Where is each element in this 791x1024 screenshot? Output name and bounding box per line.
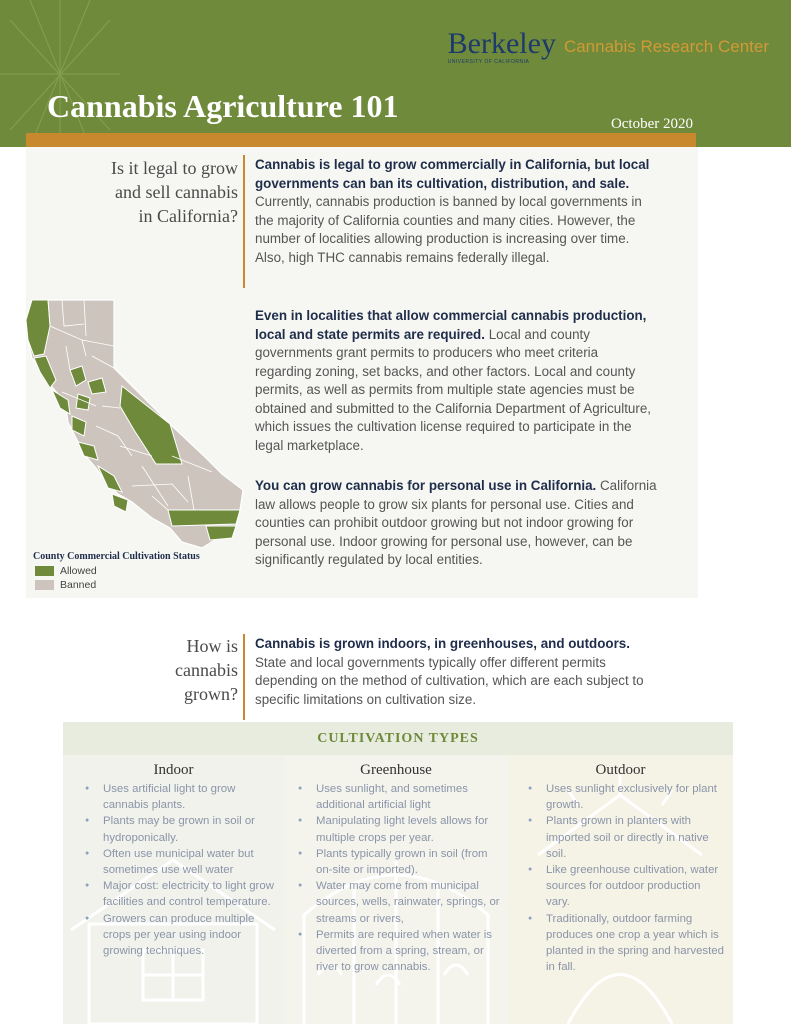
paragraph-grow-methods [255,635,660,709]
list-item: ● Major cost: electricity to light grow facilities and control temperature. [83,878,279,910]
column-indoor [63,755,284,1024]
california-county-map [22,296,244,552]
column-outdoor [508,755,733,1024]
center-name: Cannabis Research Center [563,37,769,56]
indoor-bullet-list [83,781,279,959]
list-item: ● Water may come from municipal sources, wells, rainwater, springs, or streams or rivers, [296,878,502,927]
legend-swatch-allowed [35,566,54,576]
column-title: Outdoor [595,762,646,778]
map-county-allowed [168,510,240,526]
logo-subtext: UNIVERSITY OF CALIFORNIA [447,59,530,65]
logo-wordmark: Berkeley [447,27,556,60]
paragraph-lead: Even in localities that allow commercial cannabis production, local and state permits are required. [255,308,647,342]
paragraph-personal-use [255,477,660,570]
legend-label: Banned [60,579,97,591]
list-item: ● Uses artificial light to grow cannabis plants. [83,781,279,813]
list-item: ● Growers can produce multiple crops per year using indoor growing techniques. [83,911,279,960]
berkeley-logo[interactable] [447,27,769,65]
paragraph-lead: You can grow cannabis for personal use in California. [255,478,597,493]
list-item: ● Uses sunlight exclusively for plant growth. [526,781,726,813]
grown-question-heading: How is cannabis grown? [175,636,238,704]
list-item: ● Often use municipal water but sometimes use well water [83,846,279,878]
map-legend-title: County Commercial Cultivation Status [33,551,200,562]
list-item: ● Plants typically grown in soil (from on-site or imported). [296,846,502,878]
paragraph-body: Local and county governments grant permits to producers who meet criteria regarding zoning, set backs, and other factors. Local and county permits, as well as permits from multiple state agencies must be obtained and submitted to the California Department of Agriculture, which issues the cultivation license required to participate in the legal marketplace. [255,326,651,453]
outdoor-bullet-list [526,781,726,975]
table-header [63,722,733,755]
paragraph-lead: Cannabis is grown indoors, in greenhouses, and outdoors. [255,636,630,651]
legend-label: Allowed [60,565,97,577]
greenhouse-bullet-list [296,781,502,975]
cultivation-types-table [63,722,733,1024]
list-item: ● Permits are required when water is diverted from a spring, stream, or river to grow cannabis. [296,927,502,976]
question-divider [243,155,245,288]
header-banner [0,0,791,147]
column-title: Greenhouse [360,762,432,778]
legend-item-allowed [35,565,97,577]
paragraph-lead: Cannabis is legal to grow commercially in California, but local governments can ban its cultivation, distribution, and sale. [255,157,650,191]
table-title: CULTIVATION TYPES [317,731,479,746]
list-item: ● Plants may be grown in soil or hydroponically. [83,813,279,845]
legend-item-banned [35,579,96,591]
list-item: ● Traditionally, outdoor farming produces one crop a year which is planted in the spring and harvested in fall. [526,911,726,976]
list-item: ● Plants grown in planters with imported soil or directly in native soil. [526,813,726,862]
question-divider [243,634,245,720]
map-county-allowed [206,526,236,540]
paragraph-permits [255,307,655,455]
legend-swatch-banned [35,580,54,590]
legal-question-heading: Is it legal to grow and sell cannabis in California? [111,158,238,226]
list-item: ● Manipulating light levels allows for multiple crops per year. [296,813,502,845]
column-greenhouse [284,755,508,1024]
list-item: ● Uses sunlight, and sometimes additional artificial light [296,781,502,813]
paragraph-body: California law allows people to grow six plants for personal use. Cities and counties can prohibit outdoor growing but not indoor growing for personal use. Indoor growing for personal use, however, can be significantly regulated by local entities. [255,478,657,567]
paragraph-body: State and local governments typically offer different permits depending on the method of cultivation, which are each subject to specific limitations on cultivation size. [255,654,644,707]
publication-date: October 2020 [610,116,693,132]
paragraph-legal-status [255,156,660,267]
paragraph-body: Currently, cannabis production is banned by local governments in the majority of California counties and many cities. However, the number of localities allowing production is increasing over time. Also, high THC cannabis remains federally illegal. [255,194,642,265]
page-title: Cannabis Agriculture 101 [47,88,399,124]
list-item: ● Like greenhouse cultivation, water sources for outdoor production vary. [526,862,726,911]
accent-rule [26,133,696,147]
column-title: Indoor [153,762,194,778]
